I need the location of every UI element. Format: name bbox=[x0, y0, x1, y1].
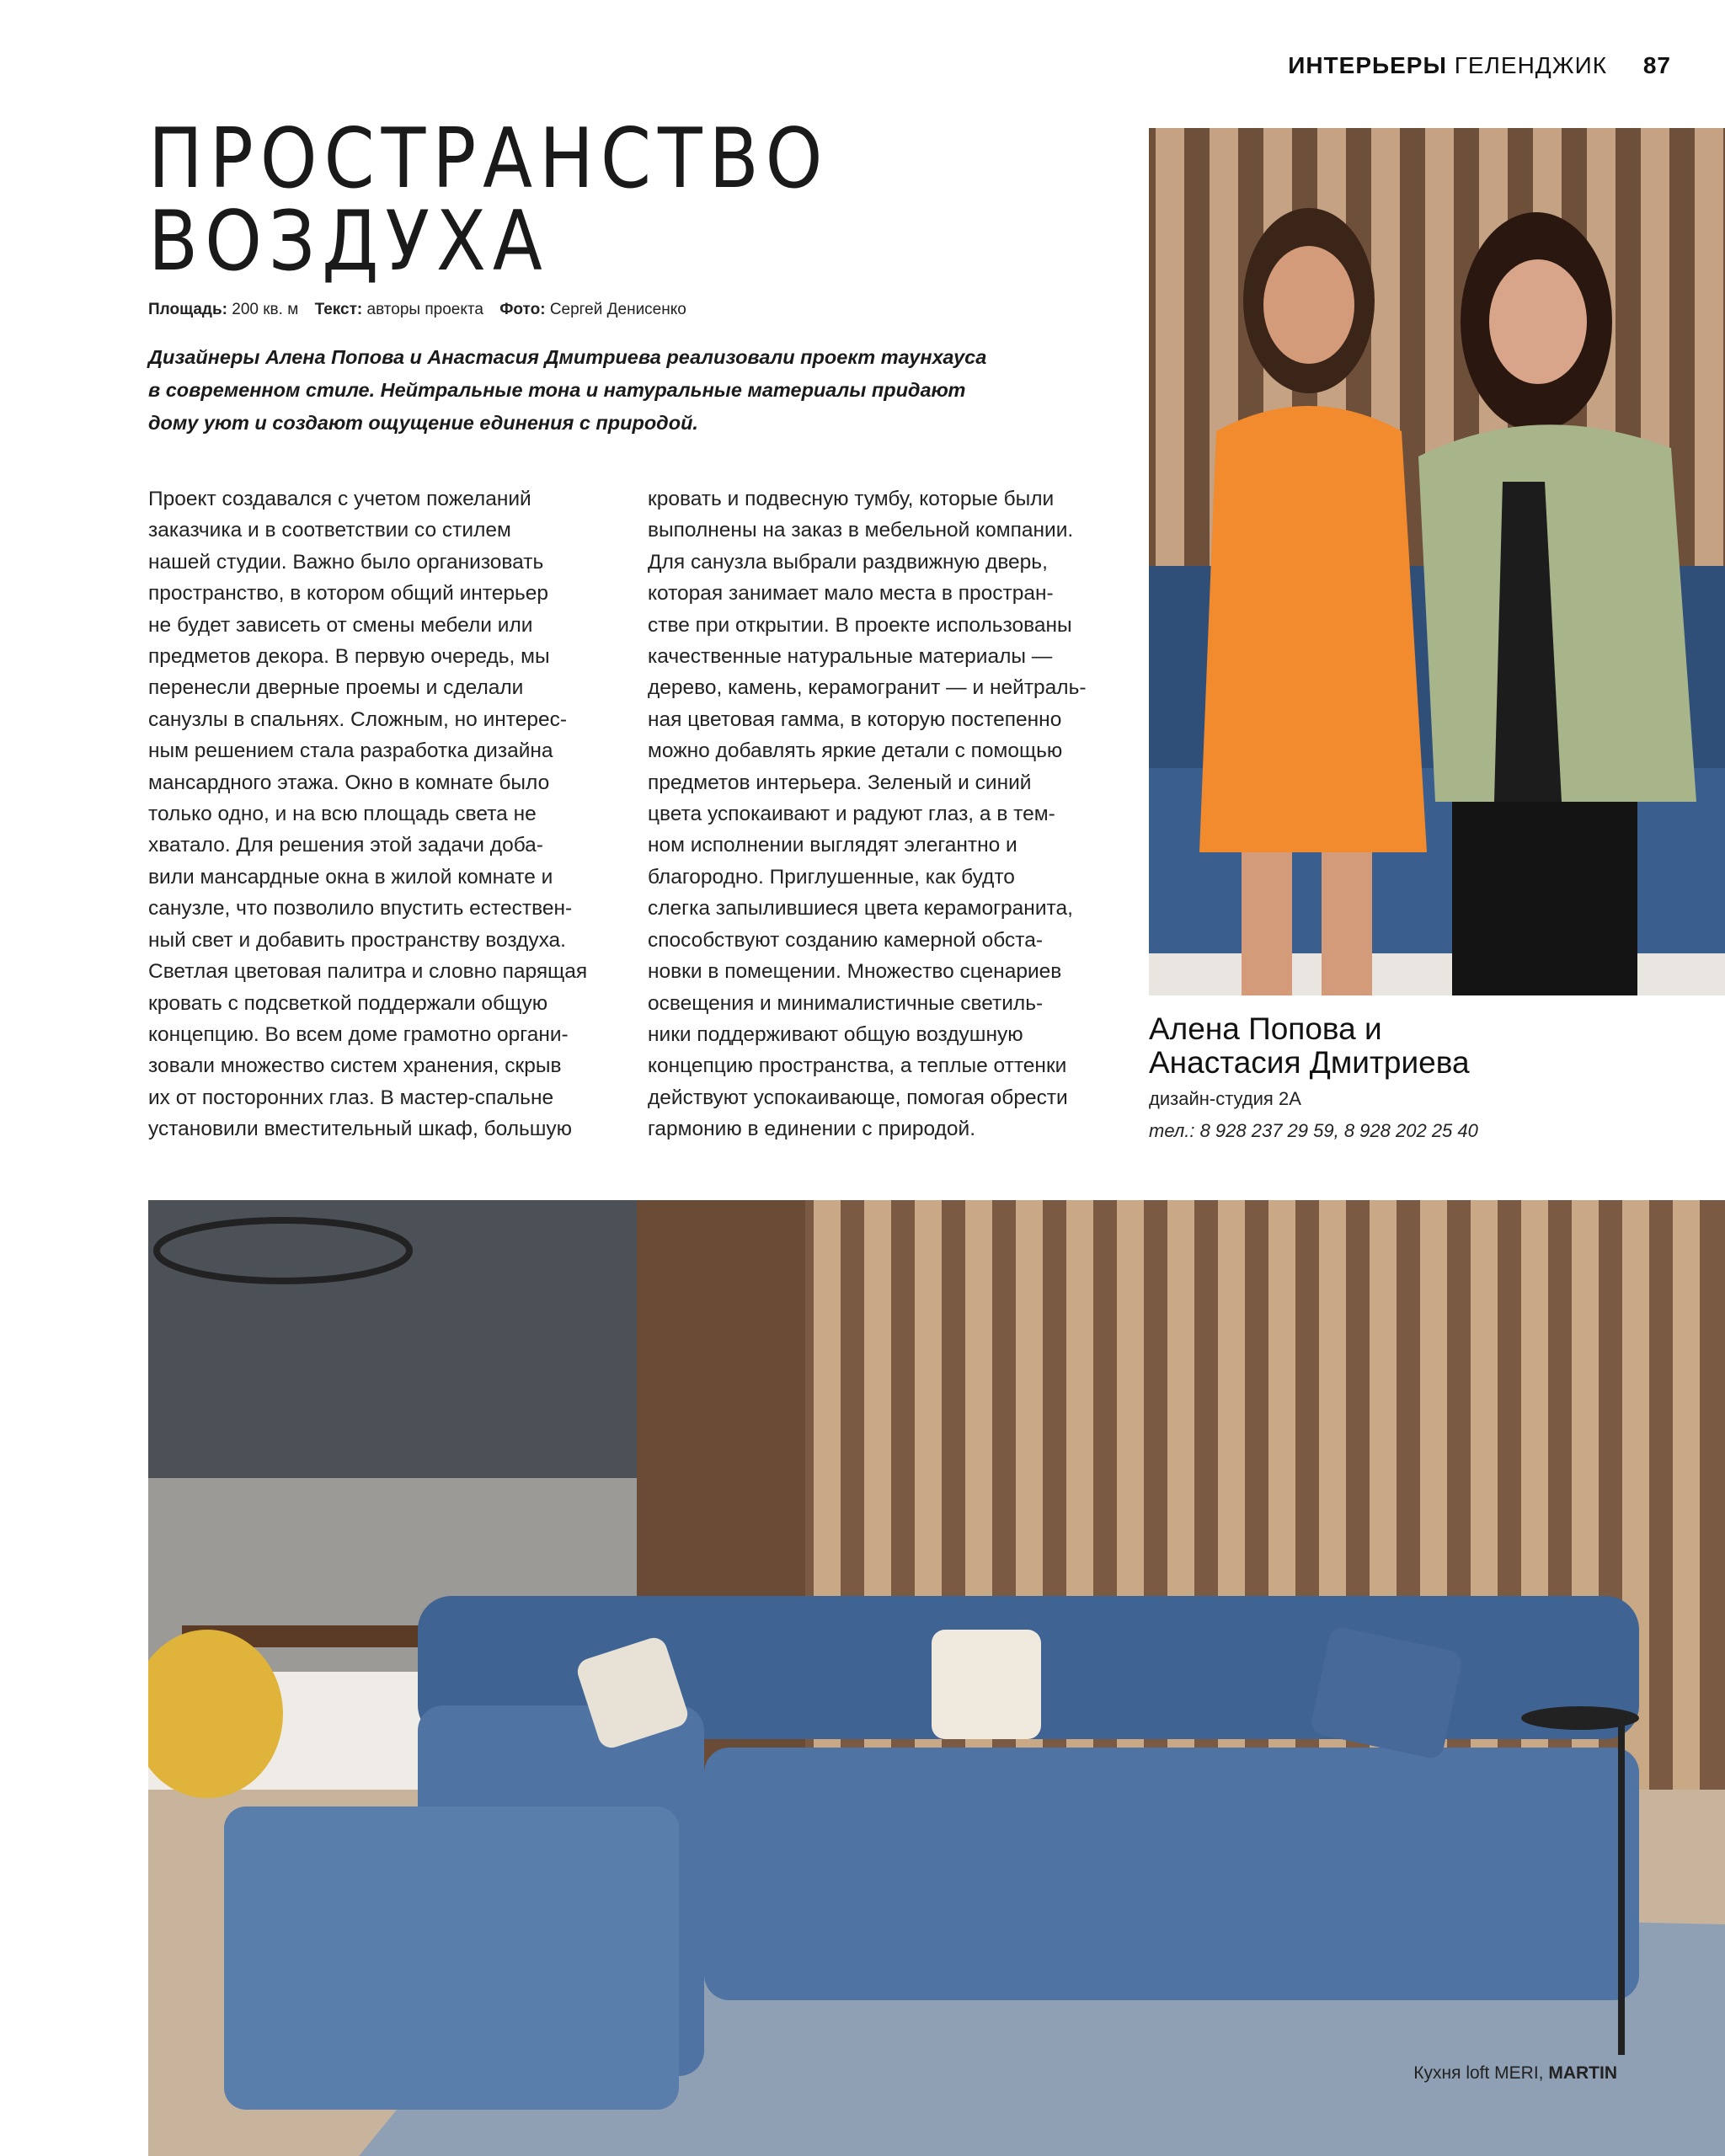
body-text-line: стве при открытии. В проекте использованы bbox=[648, 613, 1072, 637]
body-text-line: гармонию в единении с природой. bbox=[648, 1118, 976, 1141]
body-text-line: вили мансардные окна в жилой комнате и bbox=[148, 865, 553, 889]
body-text-line: можно добавлять яркие детали с помощью bbox=[648, 739, 1063, 763]
title-line-1: ПРОСТРАНСТВО bbox=[148, 111, 830, 207]
living-room-illustration bbox=[148, 1200, 1725, 2156]
studio-phone: тел.: 8 928 237 29 59, 8 928 202 25 40 bbox=[1149, 1120, 1478, 1141]
article-credits bbox=[148, 301, 686, 319]
article-title bbox=[148, 111, 1001, 290]
body-text-line: заказчика и в соответствии со стилем bbox=[148, 519, 511, 542]
body-text-line: Для санузла выбрали раздвижную дверь, bbox=[648, 550, 1048, 574]
body-text-line: зовали множество систем хранения, скрыв bbox=[148, 1054, 562, 1078]
body-text-line: концепцию пространства, а теплые оттенки bbox=[648, 1054, 1067, 1078]
body-text-line: их от посторонних глаз. В мастер-спальне bbox=[148, 1086, 554, 1109]
caption-brand: MARTIN bbox=[1548, 2063, 1617, 2083]
text-value: авторы проекта bbox=[366, 301, 483, 318]
body-text-line: ная цветовая гамма, в которую постепенно bbox=[648, 707, 1062, 731]
body-text-line: установили вместительный шкаф, большую bbox=[148, 1118, 573, 1141]
body-text-line: цвета успокаивают и радуют глаз, а в тем- bbox=[648, 803, 1055, 826]
body-text-line: ным решением стала разработка дизайна bbox=[148, 739, 553, 763]
designers-photo-illustration bbox=[1149, 128, 1725, 995]
body-text-line: только одно, и на всю площадь света не bbox=[148, 803, 537, 826]
section-city: ГЕЛЕНДЖИК bbox=[1454, 52, 1608, 78]
title-line-2: ВОЗДУХА bbox=[148, 194, 549, 290]
body-text-line: перенесли дверные проемы и сделали bbox=[148, 676, 524, 700]
body-text-line: концепцию. Во всем доме грамотно органи- bbox=[148, 1022, 569, 1046]
body-text-line: освещения и минималистичные светиль- bbox=[648, 991, 1044, 1015]
body-text-line: ный свет и добавить пространству воздуха. bbox=[148, 928, 566, 952]
body-text-line: нашей студии. Важно было организовать bbox=[148, 550, 544, 574]
body-text-line: Светлая цветовая палитра и словно парящая bbox=[148, 960, 588, 984]
body-text-line: новки в помещении. Множество сценариев bbox=[648, 960, 1062, 984]
body-column-1 bbox=[148, 483, 628, 1145]
caption-text: Кухня loft MERI, bbox=[1413, 2063, 1544, 2083]
body-text-line: выполнены на заказ в мебельной компании. bbox=[648, 519, 1074, 542]
designers-names-line-2: Анастасия Дмитриева bbox=[1149, 1045, 1470, 1080]
article-lead: Дизайнеры Алена Попова и Анастасия Дмитриева реализовали проект таунхауса в современном стиле. Нейтральные тона и натуральные материалы придают дому уют и создают ощущение единения с природой. bbox=[148, 346, 987, 434]
body-text-line: действуют успокаивающе, помогая обрести bbox=[648, 1086, 1068, 1109]
photo-label: Фото: bbox=[499, 301, 546, 318]
area-label: Площадь: bbox=[148, 301, 227, 318]
body-text-line: качественные натуральные материалы — bbox=[648, 645, 1053, 669]
section-name: ИНТЕРЬЕРЫ bbox=[1288, 52, 1447, 78]
body-text-line: способствуют созданию камерной обста- bbox=[648, 928, 1043, 952]
body-text-line: санузлы в спальнях. Сложным, но интерес- bbox=[148, 707, 568, 731]
body-text-line: предметов интерьера. Зеленый и синий bbox=[648, 771, 1032, 794]
body-text-line: хватало. Для решения этой задачи доба- bbox=[148, 834, 543, 857]
body-text-line: мансардного этажа. Окно в комнате было bbox=[148, 771, 550, 794]
designers-photo bbox=[1149, 128, 1725, 995]
designers-names-line-1: Алена Попова и bbox=[1149, 1011, 1382, 1046]
body-text-line: ном исполнении выглядят элегантно и bbox=[648, 834, 1017, 857]
running-head bbox=[1288, 52, 1671, 79]
designers-names bbox=[1149, 1012, 1705, 1080]
body-text-line: пространство, в котором общий интерьер bbox=[148, 582, 549, 606]
body-text-line: ники поддерживают общую воздушную bbox=[648, 1022, 1023, 1046]
body-text-line: не будет зависеть от смены мебели или bbox=[148, 613, 533, 637]
photo-caption bbox=[1413, 2063, 1617, 2084]
body-text-line: которая занимает мало места в простран- bbox=[648, 582, 1054, 606]
area-value: 200 кв. м bbox=[232, 301, 299, 318]
body-text-line: благородно. Приглушенные, как будто bbox=[648, 865, 1015, 889]
studio-name: дизайн-студия 2А bbox=[1149, 1088, 1301, 1109]
page-number: 87 bbox=[1642, 52, 1671, 78]
body-text-line: слегка запылившиеся цвета керамогранита, bbox=[648, 897, 1073, 921]
body-text-line: предметов декора. В первую очередь, мы bbox=[148, 645, 550, 669]
body-text-line: кровать с подсветкой поддержали общую bbox=[148, 991, 548, 1015]
photo-value: Сергей Денисенко bbox=[549, 301, 686, 318]
body-text-line: кровать и подвесную тумбу, которые были bbox=[648, 488, 1055, 510]
body-column-2 bbox=[648, 483, 1136, 1145]
living-room-photo bbox=[148, 1200, 1725, 2156]
body-text-line: санузле, что позволило впустить естествен- bbox=[148, 897, 573, 921]
body-text-line: дерево, камень, керамогранит — и нейтраль- bbox=[648, 676, 1087, 700]
text-label: Текст: bbox=[314, 301, 363, 318]
body-text-line: Проект создавался с учетом пожеланий bbox=[148, 488, 531, 510]
